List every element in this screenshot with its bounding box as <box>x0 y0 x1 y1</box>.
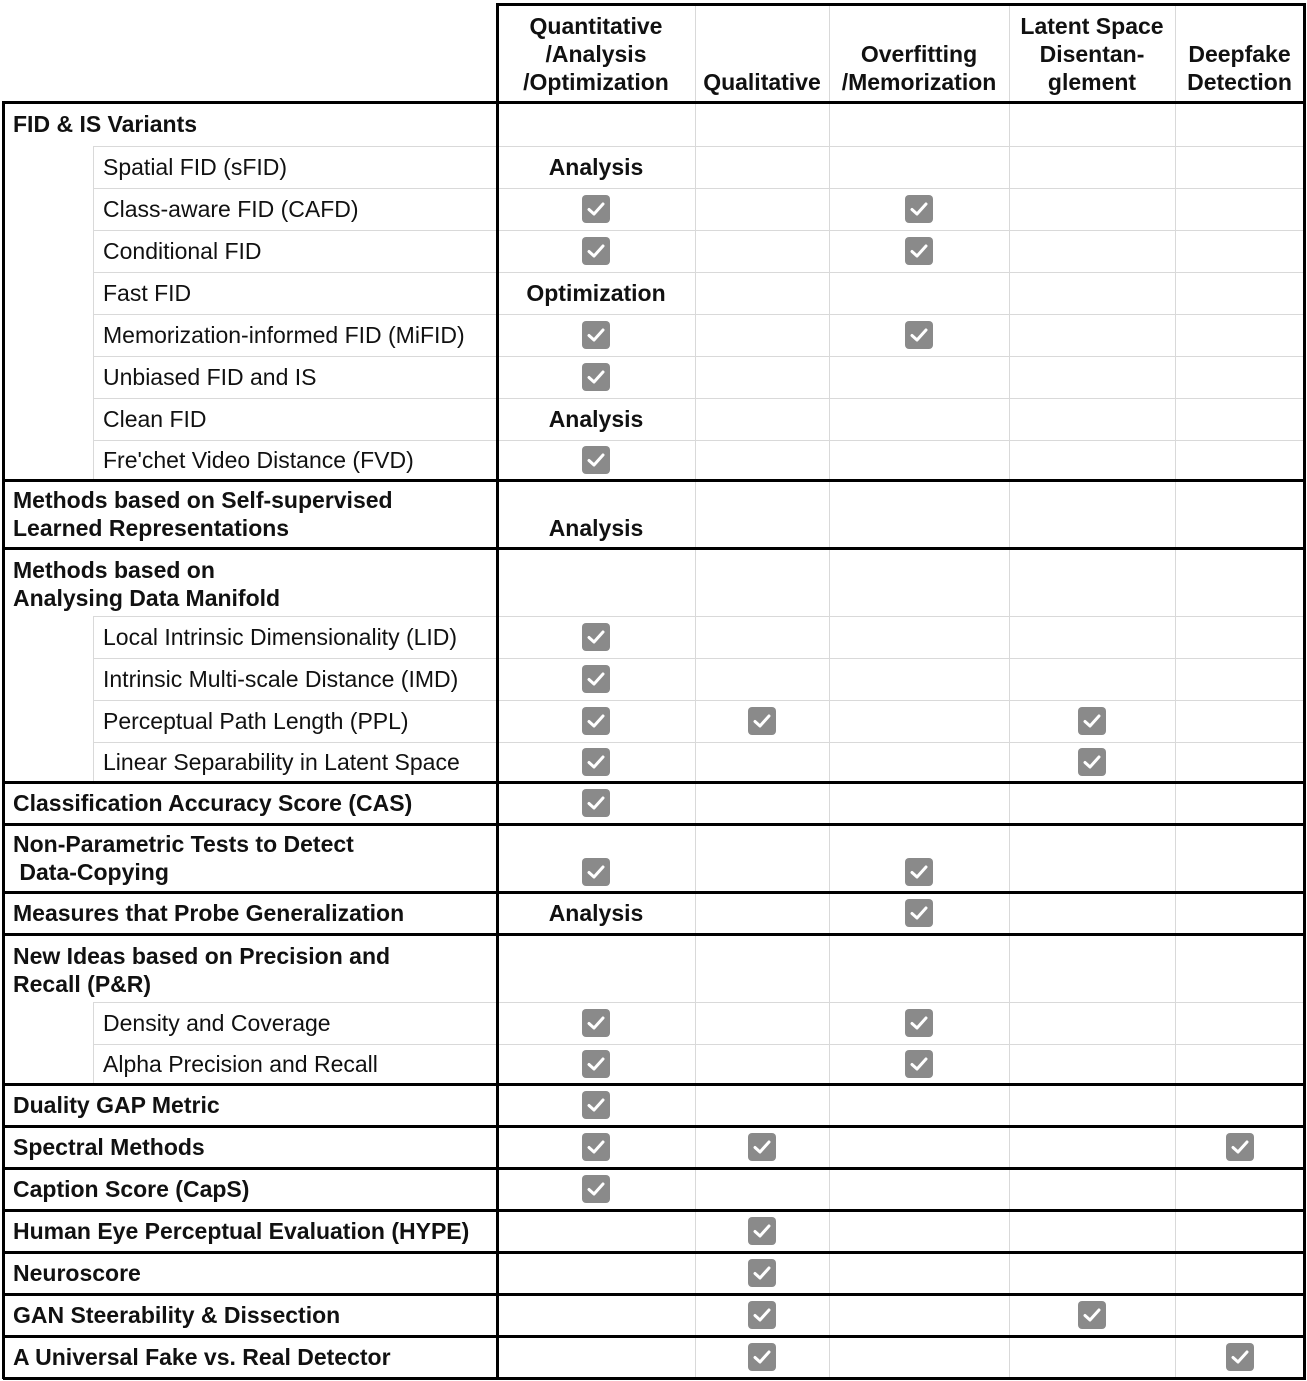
row-label: Class-aware FID (CAFD) <box>103 196 359 222</box>
grid-line <box>93 146 497 147</box>
row-label: Measures that Probe Generalization <box>13 900 405 926</box>
check-cell <box>497 440 695 480</box>
check-cell <box>695 700 829 742</box>
checkmark-icon <box>1078 707 1106 735</box>
row-label: Spectral Methods <box>13 1134 205 1160</box>
checkmark-icon <box>582 1175 610 1203</box>
check-cell <box>497 1168 695 1210</box>
border-line <box>3 1377 1306 1380</box>
column-header: Quantitative /Analysis /Optimization <box>523 13 669 95</box>
grid-line <box>93 272 497 273</box>
checkmark-icon <box>582 858 610 886</box>
grid-line <box>93 658 497 659</box>
row-label: A Universal Fake vs. Real Detector <box>13 1344 391 1370</box>
row-label: Alpha Precision and Recall <box>103 1051 378 1077</box>
check-cell <box>497 1002 695 1044</box>
check-cell <box>1175 1126 1304 1168</box>
grid-line <box>93 1002 94 1084</box>
border-line <box>3 891 1306 894</box>
row-label: Clean FID <box>103 406 207 432</box>
row-label: Neuroscore <box>13 1260 141 1286</box>
grid-line <box>93 398 497 399</box>
check-cell <box>497 1084 695 1126</box>
checkmark-icon <box>905 1009 933 1037</box>
checkmark-icon <box>582 446 610 474</box>
grid-line <box>93 616 94 782</box>
check-cell <box>829 824 1009 892</box>
column-header: Qualitative <box>703 69 821 95</box>
check-cell <box>829 188 1009 230</box>
row-label: Fre'chet Video Distance (FVD) <box>103 447 414 473</box>
checkmark-icon <box>748 1343 776 1371</box>
row-label: Unbiased FID and IS <box>103 364 317 390</box>
check-cell <box>695 1336 829 1378</box>
border-line <box>497 3 1306 6</box>
checkmark-icon <box>748 1133 776 1161</box>
checkmark-icon <box>582 237 610 265</box>
row-label: Duality GAP Metric <box>13 1092 220 1118</box>
value-text: Analysis <box>548 515 644 541</box>
check-cell <box>829 314 1009 356</box>
row-label: Human Eye Perceptual Evaluation (HYPE) <box>13 1218 470 1244</box>
check-cell <box>497 356 695 398</box>
grid-line <box>497 188 1304 189</box>
grid-line <box>93 1044 497 1045</box>
check-cell <box>829 1044 1009 1084</box>
grid-line <box>497 314 1304 315</box>
checkmark-icon <box>905 237 933 265</box>
value-cell <box>497 480 695 548</box>
grid-line <box>93 230 497 231</box>
border-line <box>3 1209 1306 1212</box>
border-line <box>1303 3 1306 1379</box>
value-text: Analysis <box>548 154 644 180</box>
check-cell <box>497 314 695 356</box>
border-line <box>3 547 1306 550</box>
checkmark-icon <box>748 1217 776 1245</box>
value-cell <box>497 146 695 188</box>
row-label: Intrinsic Multi-scale Distance (IMD) <box>103 666 459 692</box>
border-line <box>3 1335 1306 1338</box>
checkmark-icon <box>582 1091 610 1119</box>
border-line <box>3 823 1306 826</box>
checkmark-icon <box>582 665 610 693</box>
grid-line <box>93 356 497 357</box>
checkmark-icon <box>582 1009 610 1037</box>
value-cell <box>497 398 695 440</box>
value-text: Analysis <box>548 900 644 926</box>
grid-line <box>497 1002 1304 1003</box>
check-cell <box>1175 1336 1304 1378</box>
value-text: Analysis <box>548 406 644 432</box>
checkmark-icon <box>1078 748 1106 776</box>
check-cell <box>695 1126 829 1168</box>
value-cell <box>497 272 695 314</box>
grid-line <box>1009 5 1010 1378</box>
checkmark-icon <box>905 1050 933 1078</box>
border-line <box>496 3 499 1379</box>
checkmark-icon <box>582 363 610 391</box>
grid-line <box>497 616 1304 617</box>
border-line <box>2 101 5 1379</box>
border-line <box>3 933 1306 936</box>
checkmark-icon <box>905 321 933 349</box>
check-cell <box>497 658 695 700</box>
column-header: Latent Space Disentan- glement <box>1020 13 1164 95</box>
checkmark-icon <box>748 1259 776 1287</box>
row-label: Local Intrinsic Dimensionality (LID) <box>103 624 458 650</box>
checkmark-icon <box>1226 1133 1254 1161</box>
checkmark-icon <box>1226 1343 1254 1371</box>
grid-line <box>497 356 1304 357</box>
check-cell <box>497 1126 695 1168</box>
check-cell <box>497 824 695 892</box>
check-cell <box>497 188 695 230</box>
check-cell <box>695 1210 829 1252</box>
grid-line <box>93 742 497 743</box>
checkmark-icon <box>582 623 610 651</box>
checkmark-icon <box>582 1133 610 1161</box>
check-cell <box>1009 1294 1175 1336</box>
grid-line <box>93 440 497 441</box>
grid-line <box>497 440 1304 441</box>
grid-line <box>497 398 1304 399</box>
checkmark-icon <box>582 195 610 223</box>
grid-line <box>497 230 1304 231</box>
check-cell <box>829 1002 1009 1044</box>
grid-line <box>497 658 1304 659</box>
value-cell <box>497 892 695 934</box>
check-cell <box>695 1294 829 1336</box>
row-label: Perceptual Path Length (PPL) <box>103 708 409 734</box>
check-cell <box>1009 742 1175 782</box>
row-label: Non-Parametric Tests to Detect Data-Copying <box>13 831 354 885</box>
grid-line <box>497 700 1304 701</box>
grid-line <box>93 1002 497 1003</box>
check-cell <box>829 892 1009 934</box>
border-line <box>3 781 1306 784</box>
check-cell <box>497 230 695 272</box>
grid-line <box>93 188 497 189</box>
border-line <box>3 1293 1306 1296</box>
grid-line <box>829 5 830 1378</box>
border-line <box>3 479 1306 482</box>
check-cell <box>497 782 695 824</box>
column-header: Deepfake Detection <box>1187 41 1292 95</box>
border-line <box>3 1167 1306 1170</box>
check-cell <box>695 1252 829 1294</box>
grid-line <box>93 314 497 315</box>
row-label: Spatial FID (sFID) <box>103 154 288 180</box>
border-line <box>3 1125 1306 1128</box>
grid-line <box>497 272 1304 273</box>
checkmark-icon <box>582 748 610 776</box>
grid-line <box>93 146 94 480</box>
checkmark-icon <box>1078 1301 1106 1329</box>
checkmark-icon <box>905 858 933 886</box>
check-cell <box>497 616 695 658</box>
value-text: Optimization <box>526 280 666 306</box>
check-cell <box>497 742 695 782</box>
check-cell <box>497 1044 695 1084</box>
row-label: Methods based on Analysing Data Manifold <box>13 557 281 611</box>
border-line <box>3 1251 1306 1254</box>
checkmark-icon <box>905 195 933 223</box>
row-label: Fast FID <box>103 280 192 306</box>
grid-line <box>1175 5 1176 1378</box>
row-label: Caption Score (CapS) <box>13 1176 250 1202</box>
row-label: Conditional FID <box>103 238 262 264</box>
checkmark-icon <box>582 1050 610 1078</box>
checkmark-icon <box>905 899 933 927</box>
check-cell <box>497 700 695 742</box>
grid-line <box>93 616 497 617</box>
grid-line <box>497 1044 1304 1045</box>
row-label: GAN Steerability & Dissection <box>13 1302 341 1328</box>
row-label: Classification Accuracy Score (CAS) <box>13 790 413 816</box>
checkmark-icon <box>582 707 610 735</box>
check-cell <box>829 230 1009 272</box>
column-header: Overfitting /Memorization <box>841 41 997 95</box>
row-label: Density and Coverage <box>103 1010 331 1036</box>
row-label: New Ideas based on Precision and Recall (P&R) <box>13 943 391 997</box>
border-line <box>3 1083 1306 1086</box>
checkmark-icon <box>748 1301 776 1329</box>
border-line <box>3 101 1306 104</box>
grid-line <box>497 742 1304 743</box>
checkmark-icon <box>748 707 776 735</box>
grid-line <box>695 5 696 1378</box>
row-label: FID & IS Variants <box>13 111 198 137</box>
checkmark-icon <box>582 321 610 349</box>
row-label: Memorization-informed FID (MiFID) <box>103 322 465 348</box>
grid-line <box>497 146 1304 147</box>
checkmark-icon <box>582 789 610 817</box>
check-cell <box>1009 700 1175 742</box>
row-label: Methods based on Self-supervised Learned Representations <box>13 487 393 541</box>
row-label: Linear Separability in Latent Space <box>103 749 460 775</box>
grid-line <box>93 700 497 701</box>
